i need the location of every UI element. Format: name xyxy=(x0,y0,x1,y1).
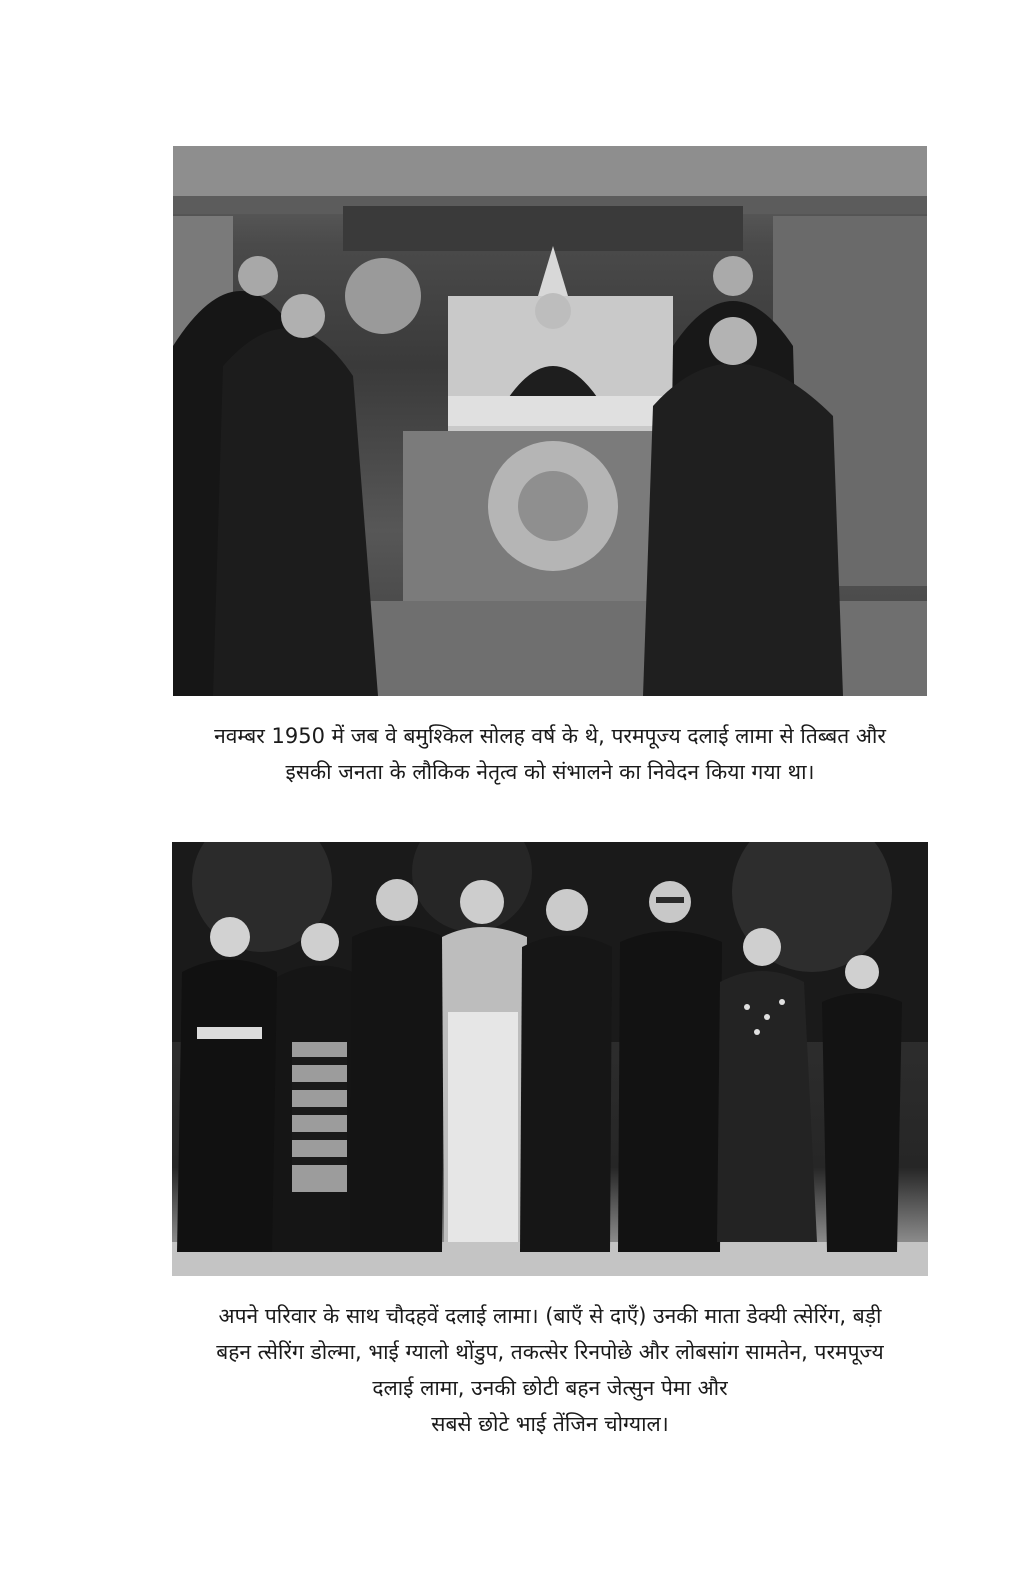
caption-line: सबसे छोटे भाई तेंजिन चोग्याल। xyxy=(431,1412,669,1436)
photo-family-illustration xyxy=(172,842,928,1276)
caption-line: दलाई लामा, उनकी छोटी बहन जेत्सुन पेमा और xyxy=(372,1376,728,1400)
photo-caption-family xyxy=(150,1298,950,1442)
caption-line: इसकी जनता के लौकिक नेतृत्व को संभालने का निवेदन किया गया था। xyxy=(285,760,815,784)
photo-throne-ceremony xyxy=(173,146,927,696)
photo-family-portrait xyxy=(172,842,928,1276)
caption-line: बहन त्सेरिंग डोल्मा, भाई ग्यालो थोंडुप, तकत्सेर रिनपोछे और लोबसांग सामतेन, परमपूज्य xyxy=(216,1340,884,1364)
caption-line: अपने परिवार के साथ चौदहवें दलाई लामा। (बाएँ से दाएँ) उनकी माता डेक्यी त्सेरिंग, बड़ी xyxy=(218,1304,882,1328)
photo-throne-illustration xyxy=(173,146,927,696)
photo-caption-throne xyxy=(150,718,950,790)
caption-line: नवम्बर 1950 में जब वे बमुश्किल सोलह वर्ष के थे, परमपूज्य दलाई लामा से तिब्बत और xyxy=(214,724,886,748)
